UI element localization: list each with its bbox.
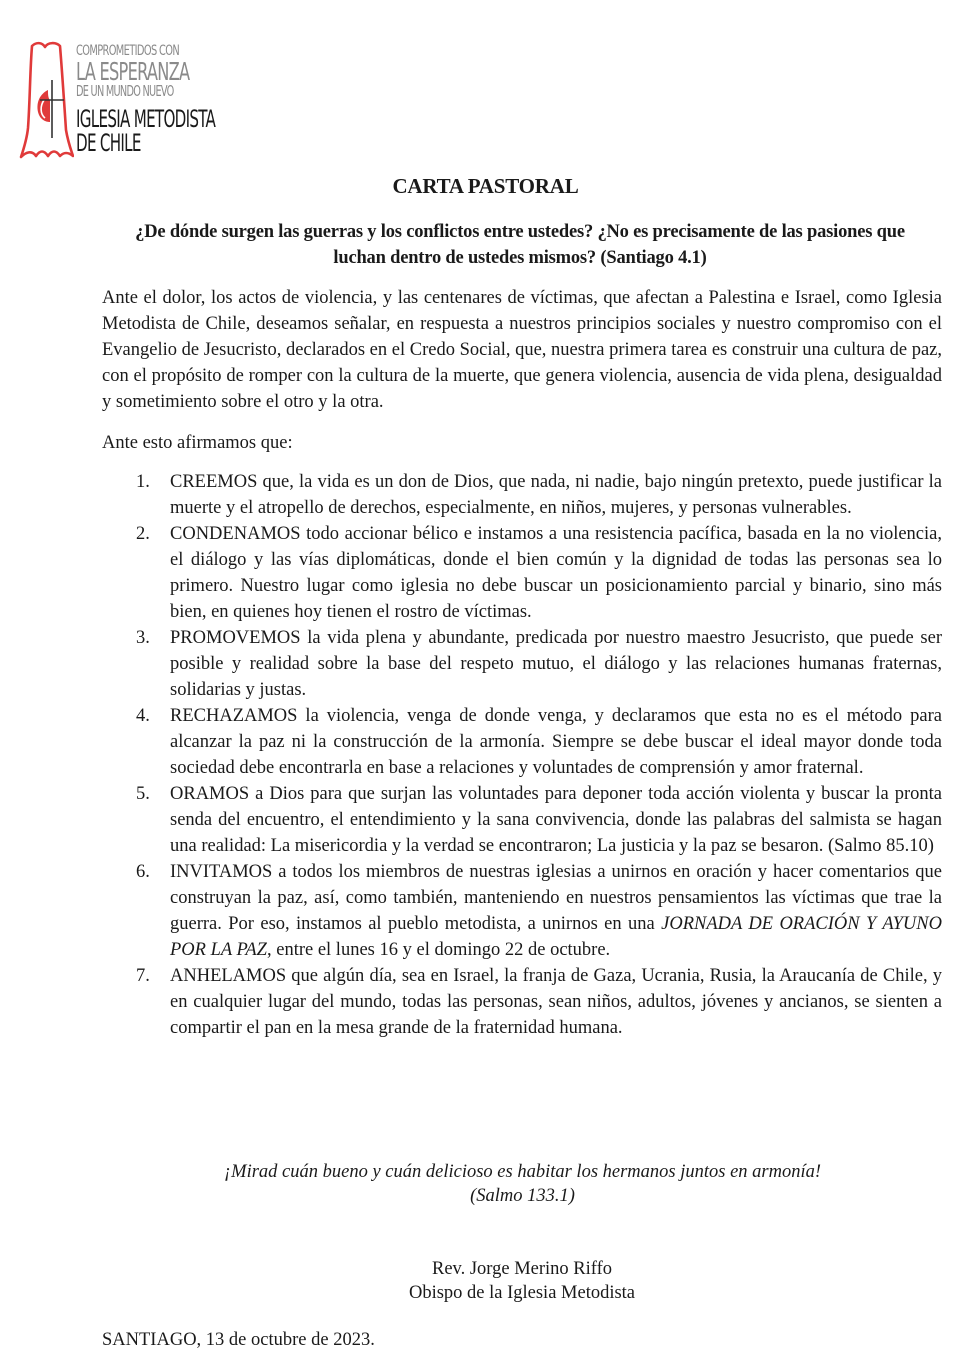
affirmation-text: ANHELAMOS que algún día, sea en Israel, la franja de Gaza, Ucrania, Rusia, la Araucanía de Chile, y en cualquier lugar del mundo, todas las personas, sean niños, adultos, jóvenes y ancianos, se sienten a compartir el pan en la mesa grande de la fraternidad humana.: [170, 966, 942, 1038]
cross-and-flame-icon: [18, 40, 74, 160]
document-title: CARTA PASTORAL: [392, 174, 579, 198]
affirmation-item: [102, 625, 942, 703]
affirmation-number: 3.: [136, 628, 150, 648]
logo-tagline-2: LA ESPERANZA: [76, 57, 190, 86]
affirmation-text-after: , entre el lunes 16 y el domingo 22 de octubre.: [266, 940, 611, 960]
affirmation-text: PROMOVEMOS la vida plena y abundante, predicada por nuestro maestro Jesucristo, que puede ser posible y realidad sobre la base del respeto mutuo, el diálogo y las relaciones humanas fraternas, solidarias y justas.: [170, 628, 942, 700]
closing-verse-block: [0, 1160, 971, 1208]
affirmation-item: [102, 521, 942, 625]
logo-org-line-1: IGLESIA METODISTA: [76, 105, 216, 133]
signature-block: [340, 1257, 704, 1305]
signatory-name: Rev. Jorge Merino Riffo: [431, 1259, 612, 1279]
logo-tagline-3: DE UN MUNDO NUEVO: [76, 82, 174, 100]
affirmation-item: [102, 781, 942, 859]
affirmation-text: RECHAZAMOS la violencia, venga de donde venga, y declaramos que esta no es el método para alcanzar la paz ni la construcción de la armonía. Siempre se debe buscar el ideal mayor donde toda sociedad debe encontrarla en base a relaciones y voluntades de comprensión y amor fraternal.: [170, 706, 942, 778]
affirmation-item: [102, 963, 942, 1041]
affirmation-text: ORAMOS a Dios para que surjan las voluntades para deponer toda acción violenta y buscar la pronta senda del encuentro, el entendimiento y la sana convivencia, donde las palabras del salmista se hagan una realidad: La misericordia y la verdad se encontraron; La justicia y la paz se besaron. (Salmo 85.10): [170, 784, 942, 856]
affirmation-text-before: INVITAMOS a todos los miembros de nuestras iglesias a unirnos en oración y hacer comentarios que construyan la paz, así, como también, manteniendo en nuestros pensamientos las víctimas que trae la guerra. Por eso, instamos al pueblo metodista, a unirnos en una: [170, 862, 942, 934]
closing-verse: ¡Mirad cuán bueno y cuán delicioso es habitar los hermanos juntos en armonía!: [223, 1162, 822, 1182]
logo-org-line-2: DE CHILE: [76, 129, 141, 157]
church-logo: [14, 38, 224, 163]
closing-reference: (Salmo 133.1): [470, 1186, 575, 1206]
affirmation-number: 5.: [136, 784, 150, 804]
prayer-fasting-event-name: JORNADA DE ORACIÓN Y AYUNO POR LA PAZ: [170, 914, 942, 960]
lead-sentence: Ante esto afirmamos que:: [102, 433, 293, 453]
affirmation-number: 6.: [136, 862, 150, 882]
affirmation-text: CREEMOS que, la vida es un don de Dios, que nada, ni nadie, bajo ningún pretexto, puede justificar la muerte y el atropello de derechos, especialmente, en niños, mujeres, y personas vulnerables.: [170, 472, 942, 518]
affirmation-text: CONDENAMOS todo accionar bélico e instamos a una resistencia pacífica, basada en la no violencia, el diálogo y las vías diplomáticas, donde el bien común y la dignidad de todas las personas sea lo primero. Nuestro lugar como iglesia no debe buscar un posicionamiento parcial y binario, sino más bien, en quienes hoy tienen el rostro de víctimas.: [170, 524, 942, 622]
epigraph-verse: ¿De dónde surgen las guerras y los conflictos entre ustedes? ¿No es precisamente de las pasiones que luchan dentro de ustedes mismos? (Santiago 4.1): [135, 222, 905, 268]
affirmations-list: [102, 469, 942, 1041]
logo-tagline-1: COMPROMETIDOS CON: [76, 43, 180, 59]
affirmation-number: 4.: [136, 706, 150, 726]
affirmation-item: [102, 703, 942, 781]
signatory-title: Obispo de la Iglesia Metodista: [408, 1283, 636, 1303]
affirmation-number: 2.: [136, 524, 150, 544]
place-and-date: SANTIAGO, 13 de octubre de 2023.: [102, 1330, 375, 1350]
affirmation-number: 1.: [136, 472, 150, 492]
affirmation-item: [102, 469, 942, 521]
affirmation-number: 7.: [136, 966, 150, 986]
affirmation-item: [102, 859, 942, 963]
logo-text: [76, 44, 275, 155]
intro-paragraph: Ante el dolor, los actos de violencia, y las centenares de víctimas, que afectan a Palestina e Israel, como Iglesia Metodista de Chile, deseamos señalar, en respuesta a nuestros principios sociales y nuestro compromiso con el Evangelio de Jesucristo, declarados en el Credo Social, que, nuestra primera tarea es construir una cultura de paz, con el propósito de romper con la cultura de la muerte, que genera violencia, ausencia de vida plena, desigualdad y sometimiento sobre el otro y la otra.: [102, 288, 942, 412]
